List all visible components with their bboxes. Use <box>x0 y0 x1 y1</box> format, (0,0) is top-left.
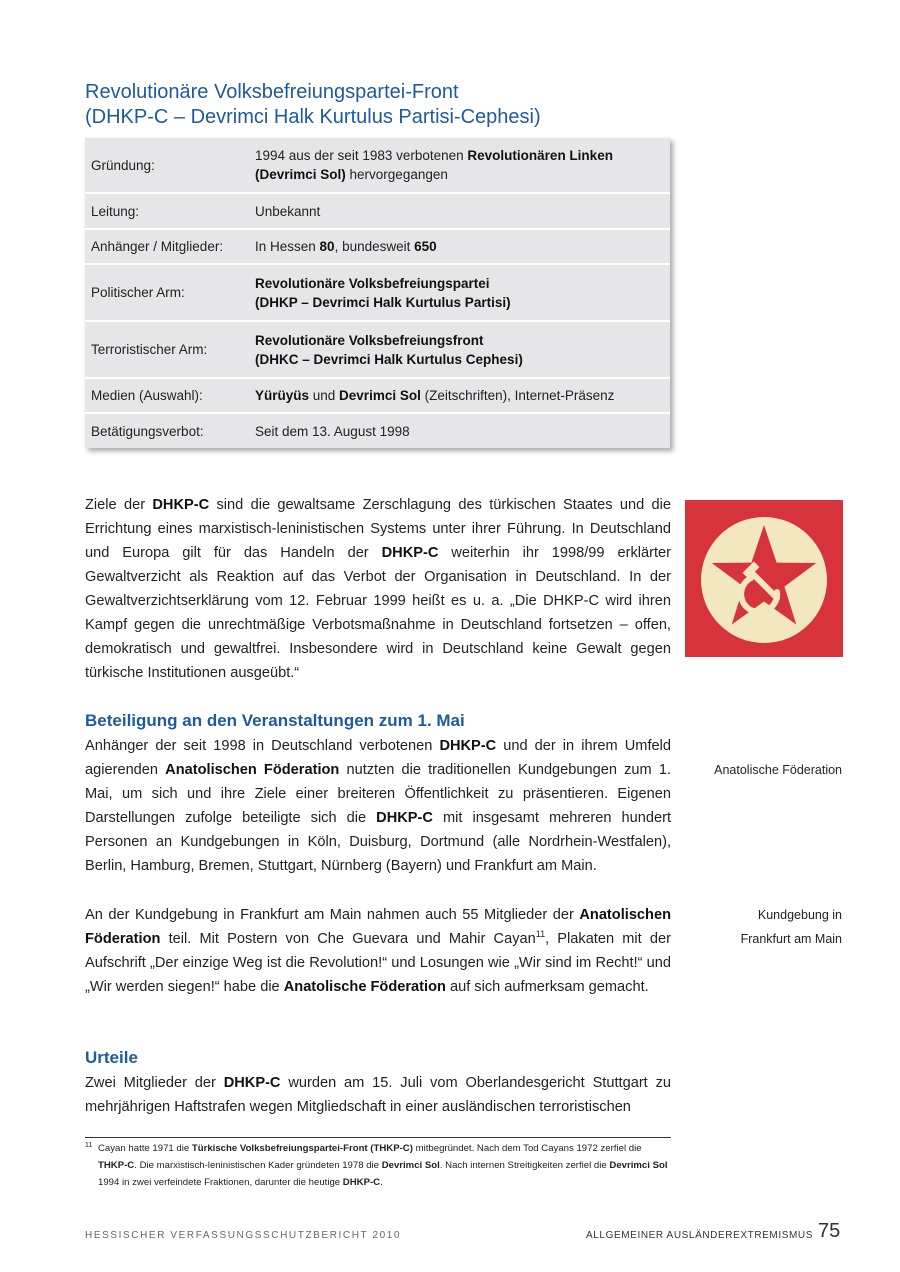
footnote-reference: 11 <box>535 929 546 940</box>
organization-info-table <box>85 138 670 448</box>
margin-note-anatolische-foederation: Anatolische Föderation <box>714 763 842 777</box>
row-value: Revolutionäre Volksbefreiungspartei (DHKP – Devrimci Halk Kurtulus Partisi) <box>255 264 670 321</box>
mai-paragraph-2: An der Kundgebung in Frankfurt am Main nahmen auch 55 Mitglieder der Anatolischen Föderation teil. Mit Postern von Che Guevara und Mahir Cayan$^{11}$, Plakaten mit der Aufschrift „Der einzige Weg ist die Revolution!“ und Losungen wie „Wir sind im Recht!“ und „Wir werden siegen!“ habe die Anatolische Föderation auf sich aufmerksam gemacht. <box>85 907 671 995</box>
row-value: Revolutionäre Volksbefreiungsfront (DHKC – Devrimci Halk Kurtulus Cephesi) <box>255 321 670 378</box>
dhkp-c-logo <box>685 500 843 657</box>
mai-paragraph-1: Anhänger der seit 1998 in Deutschland verbotenen DHKP-C und der in ihrem Umfeld agierenden Anatolischen Föderation nutzten die traditionellen Kundgebungen zum 1. Mai, um sich und ihre Ziele einer breiteren Öffentlichkeit zu präsentieren. Eigenen Darstellungen zufolge beteiligte sich die DHKP-C mit insgesamt mehreren hundert Personen an Kundgebungen in Köln, Duisburg, Dortmund (alle Nordrhein-Westfalen), Berlin, Hamburg, Bremen, Stuttgart, Nürnberg (Bayern) und Frankfurt am Main. <box>85 738 671 874</box>
row-value: Unbekannt <box>255 193 670 229</box>
footnote-number: 11 <box>85 1142 93 1149</box>
row-label: Politischer Arm: <box>85 264 255 321</box>
row-value: 1994 aus der seit 1983 verbotenen Revolutionären Linken (Devrimci Sol) hervorgegangen <box>255 138 670 193</box>
row-value: In Hessen 80, bundesweit 650 <box>255 229 670 264</box>
row-label: Gründung: <box>85 138 255 193</box>
intro-paragraph: Ziele der DHKP-C sind die gewaltsame Zerschlagung des türkischen Staates und die Errichtung eines marxistisch-leninistischen Systems unter ihrer Führung. In Deutschland und Europa gilt für das Handeln der DHKP-C weiterhin ihr 1998/99 erklärter Gewaltverzicht als Reaktion auf das Verbot der Organisation in Deutschland. In der Gewaltverzichtserklärung vom 12. Februar 1999 heißt es u. a. „Die DHKP-C wird ihren Kampf gegen die unrechtmäßige Verbotsmaßnahme in Deutschland fortsetzen – offen, demokratisch und gewaltfrei. Insbesondere wird in Deutschland keine Gewalt gegen türkische Institutionen ausgeübt.“ <box>85 497 672 681</box>
section-heading-mai: Beteiligung an den Veranstaltungen zum 1. Mai <box>85 711 465 730</box>
footer-publication-title: HESSISCHER VERFASSUNGSSCHUTZBERICHT 2010 <box>85 1230 402 1241</box>
table-row-gruendung <box>85 138 670 193</box>
page-title <box>85 80 685 130</box>
row-label: Leitung: <box>85 193 255 229</box>
table-row-anhaenger <box>85 229 670 264</box>
row-label: Terroristischer Arm: <box>85 321 255 378</box>
table-row-politischer-arm <box>85 264 670 321</box>
title-line-2: (DHKP-C – Devrimci Halk Kurtulus Partisi-Cephesi) <box>85 106 541 128</box>
table-row-betaetigungsverbot <box>85 413 670 448</box>
table-row-medien <box>85 378 670 413</box>
table-row-terroristischer-arm <box>85 321 670 378</box>
urteile-paragraph: Zwei Mitglieder der DHKP-C wurden am 15. Juli vom Oberlandesgericht Stuttgart zu mehrjährigen Haftstrafen wegen Mitgliedschaft in einer ausländischen terroristischen <box>85 1075 671 1115</box>
row-value: Yürüyüs und Devrimci Sol (Zeitschriften), Internet-Präsenz <box>255 378 670 413</box>
row-label: Medien (Auswahl): <box>85 378 255 413</box>
footer-chapter-title: ALLGEMEINER AUSLÄNDEREXTREMISMUS <box>586 1230 814 1241</box>
row-value: Seit dem 13. August 1998 <box>255 423 410 439</box>
page-number: 75 <box>818 1220 841 1242</box>
red-star-hammer-sickle-icon <box>685 500 843 657</box>
row-label: Anhänger / Mitglieder: <box>85 229 255 264</box>
table-row-leitung <box>85 193 670 229</box>
margin-note-kundgebung-frankfurt: Kundgebung in Frankfurt am Main <box>740 908 842 946</box>
row-label: Betätigungsverbot: <box>91 423 204 439</box>
footnote-11: 11 Cayan hatte 1971 die Türkische Volksbefreiungspartei-Front (THKP-C) mitbegründet. Nach dem Tod Cayans 1972 zerfiel die THKP-C. Die marxistisch-leninistischen Kader gründeten 1978 die Devrimci Sol. Nach internen Streitigkeiten zerfiel die Devrimci Sol 1994 in zwei verfeindete Fraktionen, darunter die heutige DHKP-C. <box>85 1140 671 1191</box>
title-line-1: Revolutionäre Volksbefreiungspartei-Front <box>85 81 459 103</box>
footnote-divider <box>85 1137 671 1138</box>
section-heading-urteile: Urteile <box>85 1048 138 1067</box>
